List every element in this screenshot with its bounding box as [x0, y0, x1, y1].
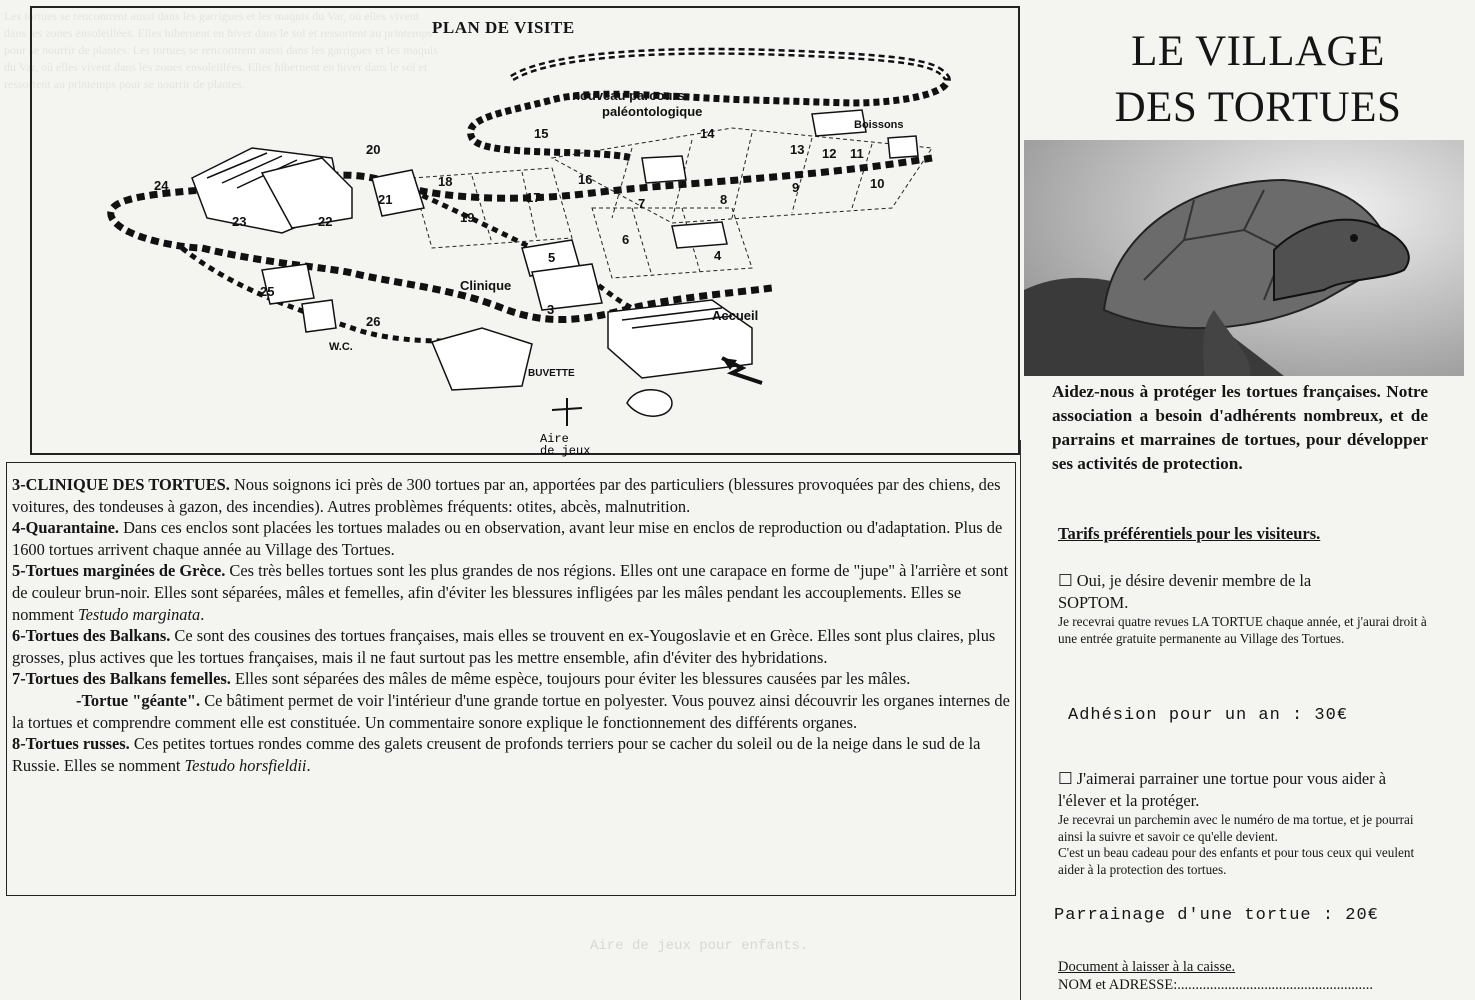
- num-8: 8: [720, 192, 728, 207]
- visit-plan-title: PLAN DE VISITE: [432, 18, 575, 37]
- num-22: 22: [318, 214, 333, 229]
- lower-path: [182, 248, 502, 341]
- num-6: 6: [622, 232, 630, 247]
- bleed-through-left: Les tortues se rencontrent aussi dans les garrigues et les maquis du Var, où elles vivent dans les zones ensoleillées. Elles hibernent en hiver dans le sol et ressortent au printemps pour se nourrir de plantes. Les tortues se rencontrent aussi dans les garrigues et les maquis du Var, où elles vivent dans les zones ensoleillées. Elles hibernent en hiver dans le sol et ressortent au printemps pour se nourrir de plantes.: [4, 9, 438, 91]
- price-membership: Adhésion pour un an : 30€: [1068, 706, 1349, 725]
- label-clinique: Clinique: [460, 278, 512, 293]
- cashier-note: [1058, 958, 1373, 994]
- label-accueil: Accueil: [712, 308, 759, 323]
- num-11: 11: [850, 146, 864, 161]
- label-parcours1: nouveau parcours: [572, 88, 685, 103]
- label-aire2: de jeux: [540, 444, 591, 458]
- num-19: 19: [460, 210, 475, 225]
- option-membership-label: ☐ Oui, je désire devenir membre de la: [1058, 571, 1312, 590]
- num-20: 20: [366, 142, 381, 157]
- label-buvette: BUVETTE: [528, 368, 575, 379]
- num-3: 3: [547, 302, 555, 317]
- paleo-path: [470, 51, 947, 158]
- tarifs-heading: Tarifs préférentiels pour les visiteurs.: [1058, 524, 1321, 543]
- title-line-1: LE VILLAGE: [1131, 28, 1385, 75]
- desc-8: 8-Tortues russes. Ces petites tortues rondes comme des galets creusent de profonds terriers pour se cacher du soleil ou de la neige dans le sud de la Russie. Elles se nomment Testudo horsfieldii.: [12, 734, 981, 775]
- label-boissons: Boissons: [854, 119, 904, 131]
- cashier-note-label: Document à laisser à la caisse.: [1058, 959, 1236, 975]
- num-12: 12: [822, 146, 837, 161]
- column-divider: [1020, 440, 1021, 1000]
- appeal-text: Aidez-nous à protéger les tortues françaises. Notre association a besoin d'adhérents nombreux, et de parrains et marraines de tortues, pour développer ses activités de protection.: [1052, 382, 1428, 473]
- desc-7: 7-Tortues des Balkans femelles. Elles sont séparées des mâles de même espèce, toujours pour éviter les blessures causées par les mâles.: [12, 669, 911, 689]
- desc-5: 5-Tortues marginées de Grèce. Ces très belles tortues sont les plus grandes de nos régions. Elles ont une carapace en forme de "jupe" à l'arrière et sont de couleur brun-noir. Elles sont séparées, mâles et femelles, afin d'éviter les blessures infligées par les mâles pendant les accouplements. Elles se nomment Testudo marginata.: [12, 561, 1009, 624]
- option-sponsorship[interactable]: [1058, 768, 1434, 878]
- num-26: 26: [366, 314, 381, 329]
- label-parcours2: paléontologique: [602, 104, 703, 119]
- option-sponsorship-detail-1: Je recevrai un parchemin avec le numéro de ma tortue, et je pourrai ainsi la suivre et savoir ce qu'elle devient.: [1058, 812, 1414, 844]
- num-10: 10: [870, 176, 885, 191]
- label-wc: W.C.: [329, 341, 353, 353]
- descriptions: [12, 474, 1010, 776]
- num-21: 21: [378, 192, 393, 207]
- num-7: 7: [638, 196, 646, 211]
- option-membership-detail: Je recevrai quatre revues LA TORTUE chaque année, et j'aurai droit à une entrée gratuite permanente au Village des Tortues.: [1058, 614, 1427, 646]
- num-18: 18: [438, 174, 453, 189]
- page-title: [1072, 24, 1444, 136]
- desc-4: 4-Quarantaine. Dans ces enclos sont placées les tortues malades ou en observation, avant leur mise en enclos de reproduction ou d'adaptation. Plus de 1600 tortues arrivent chaque année au Village des Tortues.: [12, 518, 1003, 559]
- option-membership-label-2: SOPTOM.: [1058, 593, 1129, 612]
- option-sponsorship-label: ☐ J'aimerai parrainer une tortue pour vous aider à l'élever et la protéger.: [1058, 769, 1387, 810]
- option-sponsorship-detail-2: C'est un beau cadeau pour des enfants et pour tous ceux qui veulent aider à la protection des tortues.: [1058, 845, 1415, 877]
- visit-plan-map: [32, 8, 1014, 458]
- desc-6: 6-Tortues des Balkans. Ce sont des cousines des tortues françaises, mais elles se trouvent en ex-Yougoslavie et en Grèce. Elles sont plus claires, plus grosses, plus actives que les tortues françaises, mais il ne faut surtout pas les mettre ensemble, afin d'éviter des hybridations.: [12, 626, 996, 667]
- num-5: 5: [548, 250, 556, 265]
- num-17: 17: [526, 190, 541, 205]
- num-9: 9: [792, 180, 800, 195]
- num-23: 23: [232, 214, 247, 229]
- price-sponsorship: Parrainage d'une tortue : 20€: [1054, 906, 1379, 925]
- tortoise-photo: [1024, 140, 1464, 376]
- bleed-through-mono: Aire de jeux pour enfants.: [590, 938, 809, 954]
- num-15: 15: [534, 126, 549, 141]
- num-4: 4: [714, 248, 722, 263]
- num-25: 25: [260, 284, 275, 299]
- desc-3: 3-CLINIQUE DES TORTUES. Nous soignons ici près de 300 tortues par an, apportées par des particuliers (blessures provoquées par des chiens, des voitures, des tondeuses à gazon, des incendies). Autres problèmes fréquents: otites, abcès, malnutrition.: [12, 475, 1001, 516]
- num-13: 13: [790, 142, 805, 157]
- num-24: 24: [154, 178, 169, 193]
- num-14: 14: [700, 126, 715, 141]
- num-16: 16: [578, 172, 593, 187]
- name-address-field[interactable]: NOM et ADRESSE:......................................................: [1058, 977, 1373, 993]
- option-membership[interactable]: [1058, 570, 1428, 647]
- label-aire1: Aire: [540, 432, 569, 446]
- desc-giant: -Tortue "géante". Ce bâtiment permet de voir l'intérieur d'une grande tortue en polyester. Vous pouvez ainsi découvrir les organes internes de la tortues et comprendre comment elle est constituée. Un commentaire sonore explique le fonctionnement des différents organes.: [12, 690, 1010, 732]
- title-line-2: DES TORTUES: [1114, 84, 1402, 131]
